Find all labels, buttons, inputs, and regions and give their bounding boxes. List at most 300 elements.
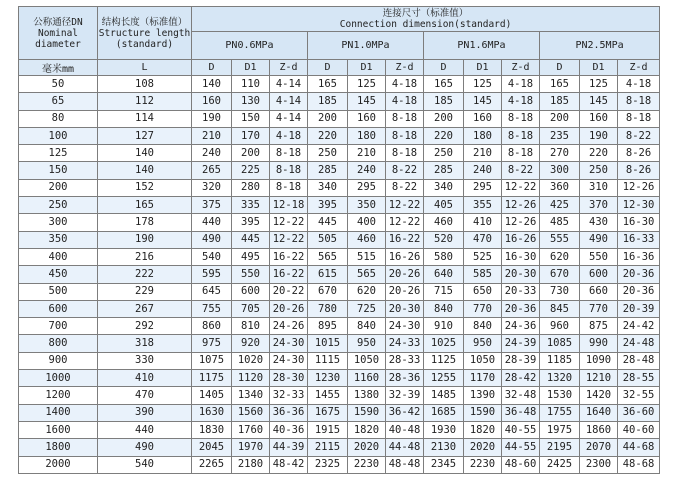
table-cell: 125 [464, 76, 502, 93]
table-row [19, 214, 660, 231]
table-cell: 1485 [424, 387, 464, 404]
header-unit-mm: 毫米mm [19, 60, 98, 76]
table-cell: 185 [424, 93, 464, 110]
table-cell: 515 [348, 248, 386, 265]
table-cell: 2230 [464, 456, 502, 473]
table-cell: 16-22 [386, 231, 424, 248]
table-cell: 20-30 [502, 266, 540, 283]
table-cell: 250 [424, 145, 464, 162]
table-row [19, 387, 660, 404]
table-cell: 640 [424, 266, 464, 283]
table-cell: 210 [192, 127, 232, 144]
header-sub-d1: D1 [232, 60, 270, 76]
table-cell: 410 [464, 214, 502, 231]
table-row [19, 421, 660, 438]
header-dn-en1: Nominal [37, 27, 79, 39]
table-cell: 295 [348, 179, 386, 196]
table-cell: 65 [19, 93, 98, 110]
table-cell: 12-22 [270, 214, 308, 231]
table-cell: 40-55 [502, 421, 540, 438]
table-cell: 250 [580, 162, 618, 179]
table-cell: 645 [192, 283, 232, 300]
table-cell: 4-18 [618, 76, 660, 93]
table-cell: 20-22 [270, 283, 308, 300]
table-cell: 490 [98, 439, 192, 456]
table-cell: 20-26 [270, 300, 308, 317]
table-cell: 430 [580, 214, 618, 231]
table-row [19, 197, 660, 214]
table-cell: 495 [232, 248, 270, 265]
table-cell: 250 [308, 145, 348, 162]
table-cell: 340 [308, 179, 348, 196]
table-cell: 36-60 [618, 404, 660, 421]
table-cell: 20-39 [618, 300, 660, 317]
table-cell: 1015 [308, 335, 348, 352]
table-cell: 440 [192, 214, 232, 231]
table-cell: 1255 [424, 370, 464, 387]
table-cell: 1175 [192, 370, 232, 387]
table-cell: 350 [348, 197, 386, 214]
table-cell: 28-30 [270, 370, 308, 387]
table-cell: 990 [580, 335, 618, 352]
table-cell: 28-48 [618, 352, 660, 369]
table-cell: 225 [232, 162, 270, 179]
table-cell: 24-33 [386, 335, 424, 352]
table-cell: 200 [308, 110, 348, 127]
header-dn-cn: 公称通径DN [33, 16, 83, 28]
table-cell: 960 [540, 318, 580, 335]
header-dn-en2: diameter [35, 38, 81, 50]
table-cell: 160 [348, 110, 386, 127]
table-cell: 12-22 [386, 197, 424, 214]
table-row [19, 318, 660, 335]
table-cell: 8-18 [386, 110, 424, 127]
table-cell: 360 [540, 179, 580, 196]
table-cell: 540 [98, 456, 192, 473]
table-cell: 505 [308, 231, 348, 248]
table-cell: 1320 [540, 370, 580, 387]
table-cell: 875 [580, 318, 618, 335]
table-cell: 12-26 [502, 214, 540, 231]
table-cell: 145 [464, 93, 502, 110]
table-cell: 20-36 [618, 283, 660, 300]
table-cell: 470 [98, 387, 192, 404]
table-cell: 700 [19, 318, 98, 335]
table-cell: 900 [19, 352, 98, 369]
table-cell: 114 [98, 110, 192, 127]
table-cell: 1160 [348, 370, 386, 387]
table-cell: 8-18 [618, 93, 660, 110]
table-cell: 4-14 [270, 93, 308, 110]
table-cell: 2300 [580, 456, 618, 473]
table-cell: 810 [232, 318, 270, 335]
table-cell: 730 [540, 283, 580, 300]
table-cell: 1930 [424, 421, 464, 438]
table-cell: 320 [192, 179, 232, 196]
table-cell: 4-18 [502, 93, 540, 110]
table-cell: 780 [308, 300, 348, 317]
table-cell: 190 [192, 110, 232, 127]
table-cell: 190 [98, 231, 192, 248]
header-sub-d1: D1 [464, 60, 502, 76]
header-sub-d1: D1 [580, 60, 618, 76]
table-body [19, 76, 660, 474]
table-cell: 375 [192, 197, 232, 214]
table-cell: 24-36 [502, 318, 540, 335]
table-cell: 50 [19, 76, 98, 93]
table-cell: 210 [348, 145, 386, 162]
table-cell: 2070 [580, 439, 618, 456]
table-cell: 170 [232, 127, 270, 144]
table-cell: 715 [424, 283, 464, 300]
table-cell: 490 [580, 231, 618, 248]
table-cell: 48-42 [270, 456, 308, 473]
table-cell: 40-36 [270, 421, 308, 438]
table-cell: 2115 [308, 439, 348, 456]
table-cell: 2180 [232, 456, 270, 473]
table-row [19, 335, 660, 352]
table-cell: 140 [192, 76, 232, 93]
table-cell: 550 [580, 248, 618, 265]
table-cell: 650 [464, 283, 502, 300]
table-cell: 1915 [308, 421, 348, 438]
table-cell: 400 [19, 248, 98, 265]
table-row [19, 179, 660, 196]
table-cell: 12-22 [502, 179, 540, 196]
table-cell: 2130 [424, 439, 464, 456]
table-cell: 1830 [192, 421, 232, 438]
table-cell: 32-48 [502, 387, 540, 404]
table-row [19, 370, 660, 387]
table-cell: 2020 [348, 439, 386, 456]
table-row [19, 266, 660, 283]
table-cell: 285 [424, 162, 464, 179]
header-pn-2-5: PN2.5MPa [540, 32, 660, 60]
table-cell: 190 [580, 127, 618, 144]
table-cell: 16-26 [386, 248, 424, 265]
table-cell: 800 [19, 335, 98, 352]
table-cell: 550 [232, 266, 270, 283]
table-cell: 4-18 [386, 93, 424, 110]
table-cell: 470 [464, 231, 502, 248]
table-cell: 1000 [19, 370, 98, 387]
header-sub-d: D [540, 60, 580, 76]
header-nominal-diameter [19, 7, 98, 60]
table-cell: 12-18 [270, 197, 308, 214]
table-cell: 770 [580, 300, 618, 317]
table-cell: 565 [348, 266, 386, 283]
table-cell: 36-42 [386, 404, 424, 421]
table-cell: 16-22 [270, 266, 308, 283]
table-row [19, 248, 660, 265]
table-cell: 500 [19, 283, 98, 300]
table-cell: 1405 [192, 387, 232, 404]
table-cell: 840 [424, 300, 464, 317]
table-cell: 950 [348, 335, 386, 352]
table-cell: 450 [19, 266, 98, 283]
table-cell: 8-22 [618, 127, 660, 144]
table-cell: 12-26 [618, 179, 660, 196]
table-cell: 770 [464, 300, 502, 317]
table-cell: 220 [308, 127, 348, 144]
table-cell: 28-55 [618, 370, 660, 387]
table-cell: 20-36 [502, 300, 540, 317]
table-cell: 32-55 [618, 387, 660, 404]
header-sub-z-d: Z-d [270, 60, 308, 76]
table-cell: 370 [580, 197, 618, 214]
table-cell: 112 [98, 93, 192, 110]
table-cell: 1455 [308, 387, 348, 404]
table-cell: 1970 [232, 439, 270, 456]
table-cell: 80 [19, 110, 98, 127]
table-cell: 1420 [580, 387, 618, 404]
table-cell: 222 [98, 266, 192, 283]
table-cell: 210 [464, 145, 502, 162]
table-cell: 145 [580, 93, 618, 110]
table-cell: 8-18 [270, 162, 308, 179]
table-cell: 180 [464, 127, 502, 144]
table-cell: 1530 [540, 387, 580, 404]
table-cell: 44-55 [502, 439, 540, 456]
table-cell: 950 [464, 335, 502, 352]
table-cell: 16-36 [618, 248, 660, 265]
table-cell: 400 [348, 214, 386, 231]
table-cell: 555 [540, 231, 580, 248]
table-cell: 24-42 [618, 318, 660, 335]
table-cell: 145 [348, 93, 386, 110]
table-row [19, 145, 660, 162]
table-cell: 16-22 [270, 248, 308, 265]
table-cell: 36-48 [502, 404, 540, 421]
table-cell: 160 [580, 110, 618, 127]
table-cell: 705 [232, 300, 270, 317]
table-cell: 330 [98, 352, 192, 369]
table-cell: 670 [308, 283, 348, 300]
table-cell: 2325 [308, 456, 348, 473]
table-cell: 600 [580, 266, 618, 283]
table-cell: 12-22 [386, 214, 424, 231]
table-cell: 1820 [348, 421, 386, 438]
table-cell: 8-22 [386, 179, 424, 196]
table-cell: 1050 [348, 352, 386, 369]
table-cell: 8-18 [502, 110, 540, 127]
table-cell: 755 [192, 300, 232, 317]
table-cell: 318 [98, 335, 192, 352]
table-cell: 1125 [424, 352, 464, 369]
table-cell: 140 [98, 162, 192, 179]
table-cell: 180 [348, 127, 386, 144]
table-cell: 160 [192, 93, 232, 110]
table-cell: 125 [348, 76, 386, 93]
table-cell: 1400 [19, 404, 98, 421]
table-cell: 127 [98, 127, 192, 144]
table-cell: 445 [308, 214, 348, 231]
table-cell: 200 [19, 179, 98, 196]
header-sub-d: D [192, 60, 232, 76]
table-cell: 525 [464, 248, 502, 265]
table-cell: 100 [19, 127, 98, 144]
table-cell: 8-26 [618, 145, 660, 162]
table-cell: 300 [19, 214, 98, 231]
table-cell: 150 [232, 110, 270, 127]
table-cell: 355 [464, 197, 502, 214]
table-row [19, 300, 660, 317]
table-cell: 108 [98, 76, 192, 93]
table-cell: 16-30 [618, 214, 660, 231]
table-cell: 440 [98, 421, 192, 438]
table-cell: 8-18 [270, 179, 308, 196]
header-sub-d1: D1 [348, 60, 386, 76]
table-cell: 24-30 [270, 335, 308, 352]
table-cell: 1755 [540, 404, 580, 421]
table-cell: 40-48 [386, 421, 424, 438]
table-cell: 1590 [464, 404, 502, 421]
table-cell: 178 [98, 214, 192, 231]
table-cell: 1600 [19, 421, 98, 438]
table-cell: 20-30 [386, 300, 424, 317]
table-cell: 920 [232, 335, 270, 352]
table-cell: 1075 [192, 352, 232, 369]
table-cell: 975 [192, 335, 232, 352]
table-cell: 8-18 [618, 110, 660, 127]
table-cell: 405 [424, 197, 464, 214]
table-cell: 250 [19, 197, 98, 214]
table-cell: 2020 [464, 439, 502, 456]
table-cell: 150 [19, 162, 98, 179]
table-cell: 1675 [308, 404, 348, 421]
table-cell: 1380 [348, 387, 386, 404]
table-cell: 235 [540, 127, 580, 144]
table-cell: 220 [580, 145, 618, 162]
table-row [19, 283, 660, 300]
subheader-row [19, 60, 660, 76]
table-cell: 540 [192, 248, 232, 265]
table-cell: 4-14 [270, 110, 308, 127]
table-cell: 725 [348, 300, 386, 317]
table-cell: 1640 [580, 404, 618, 421]
table-cell: 295 [464, 179, 502, 196]
table-cell: 292 [98, 318, 192, 335]
table-cell: 1025 [424, 335, 464, 352]
table-cell: 895 [308, 318, 348, 335]
table-cell: 445 [232, 231, 270, 248]
table-cell: 8-18 [270, 145, 308, 162]
table-cell: 595 [192, 266, 232, 283]
table-cell: 20-26 [386, 266, 424, 283]
table-cell: 1820 [464, 421, 502, 438]
table-cell: 1085 [540, 335, 580, 352]
table-cell: 1760 [232, 421, 270, 438]
table-cell: 1090 [580, 352, 618, 369]
header-sub-z-d: Z-d [502, 60, 540, 76]
table-cell: 24-26 [270, 318, 308, 335]
table-cell: 1050 [464, 352, 502, 369]
header-structure-length [98, 7, 192, 60]
table-cell: 1230 [308, 370, 348, 387]
table-cell: 125 [580, 76, 618, 93]
table-cell: 24-30 [386, 318, 424, 335]
table-cell: 1120 [232, 370, 270, 387]
table-cell: 28-33 [386, 352, 424, 369]
table-cell: 24-48 [618, 335, 660, 352]
table-cell: 16-26 [502, 231, 540, 248]
table-cell: 265 [192, 162, 232, 179]
header-connection-dimension [192, 7, 660, 32]
table-cell: 4-18 [502, 76, 540, 93]
table-cell: 2230 [348, 456, 386, 473]
table-cell: 485 [540, 214, 580, 231]
table-cell: 460 [348, 231, 386, 248]
table-cell: 20-36 [618, 266, 660, 283]
table-row [19, 93, 660, 110]
table-row [19, 456, 660, 473]
table-cell: 410 [98, 370, 192, 387]
table-cell: 32-33 [270, 387, 308, 404]
table-cell: 395 [232, 214, 270, 231]
table-cell: 140 [98, 145, 192, 162]
header-pn-1-6: PN1.6MPa [424, 32, 540, 60]
table-cell: 2045 [192, 439, 232, 456]
table-cell: 240 [464, 162, 502, 179]
table-cell: 600 [19, 300, 98, 317]
table-cell: 1115 [308, 352, 348, 369]
table-cell: 8-22 [502, 162, 540, 179]
table-cell: 1340 [232, 387, 270, 404]
table-cell: 4-18 [270, 127, 308, 144]
header-pn-0-6: PN0.6MPa [192, 32, 308, 60]
table-cell: 8-22 [386, 162, 424, 179]
table-row [19, 404, 660, 421]
table-cell: 16-33 [618, 231, 660, 248]
table-cell: 8-18 [386, 145, 424, 162]
table-cell: 910 [424, 318, 464, 335]
table-cell: 395 [308, 197, 348, 214]
table-row [19, 76, 660, 93]
table-cell: 1630 [192, 404, 232, 421]
header-pn-1-0: PN1.0MPa [308, 32, 424, 60]
table-cell: 220 [424, 127, 464, 144]
table-cell: 200 [540, 110, 580, 127]
table-cell: 8-18 [386, 127, 424, 144]
table-cell: 340 [424, 179, 464, 196]
table-cell: 1170 [464, 370, 502, 387]
table-cell: 1210 [580, 370, 618, 387]
table-cell: 615 [308, 266, 348, 283]
table-cell: 1200 [19, 387, 98, 404]
header-conn-en: Connection dimension(standard) [339, 19, 512, 30]
table-cell: 48-68 [618, 456, 660, 473]
table-cell: 125 [19, 145, 98, 162]
table-cell: 165 [424, 76, 464, 93]
table-cell: 1390 [464, 387, 502, 404]
table-cell: 12-26 [502, 197, 540, 214]
table-cell: 20-33 [502, 283, 540, 300]
table-cell: 2425 [540, 456, 580, 473]
table-cell: 8-18 [502, 127, 540, 144]
table-cell: 8-26 [618, 162, 660, 179]
header-unit-l: L [98, 60, 192, 76]
table-cell: 310 [580, 179, 618, 196]
table-cell: 335 [232, 197, 270, 214]
header-sub-d: D [308, 60, 348, 76]
table-row [19, 439, 660, 456]
table-cell: 460 [424, 214, 464, 231]
table-cell: 48-48 [386, 456, 424, 473]
table-cell: 28-36 [386, 370, 424, 387]
table-cell: 390 [98, 404, 192, 421]
table-cell: 520 [424, 231, 464, 248]
table-cell: 4-14 [270, 76, 308, 93]
